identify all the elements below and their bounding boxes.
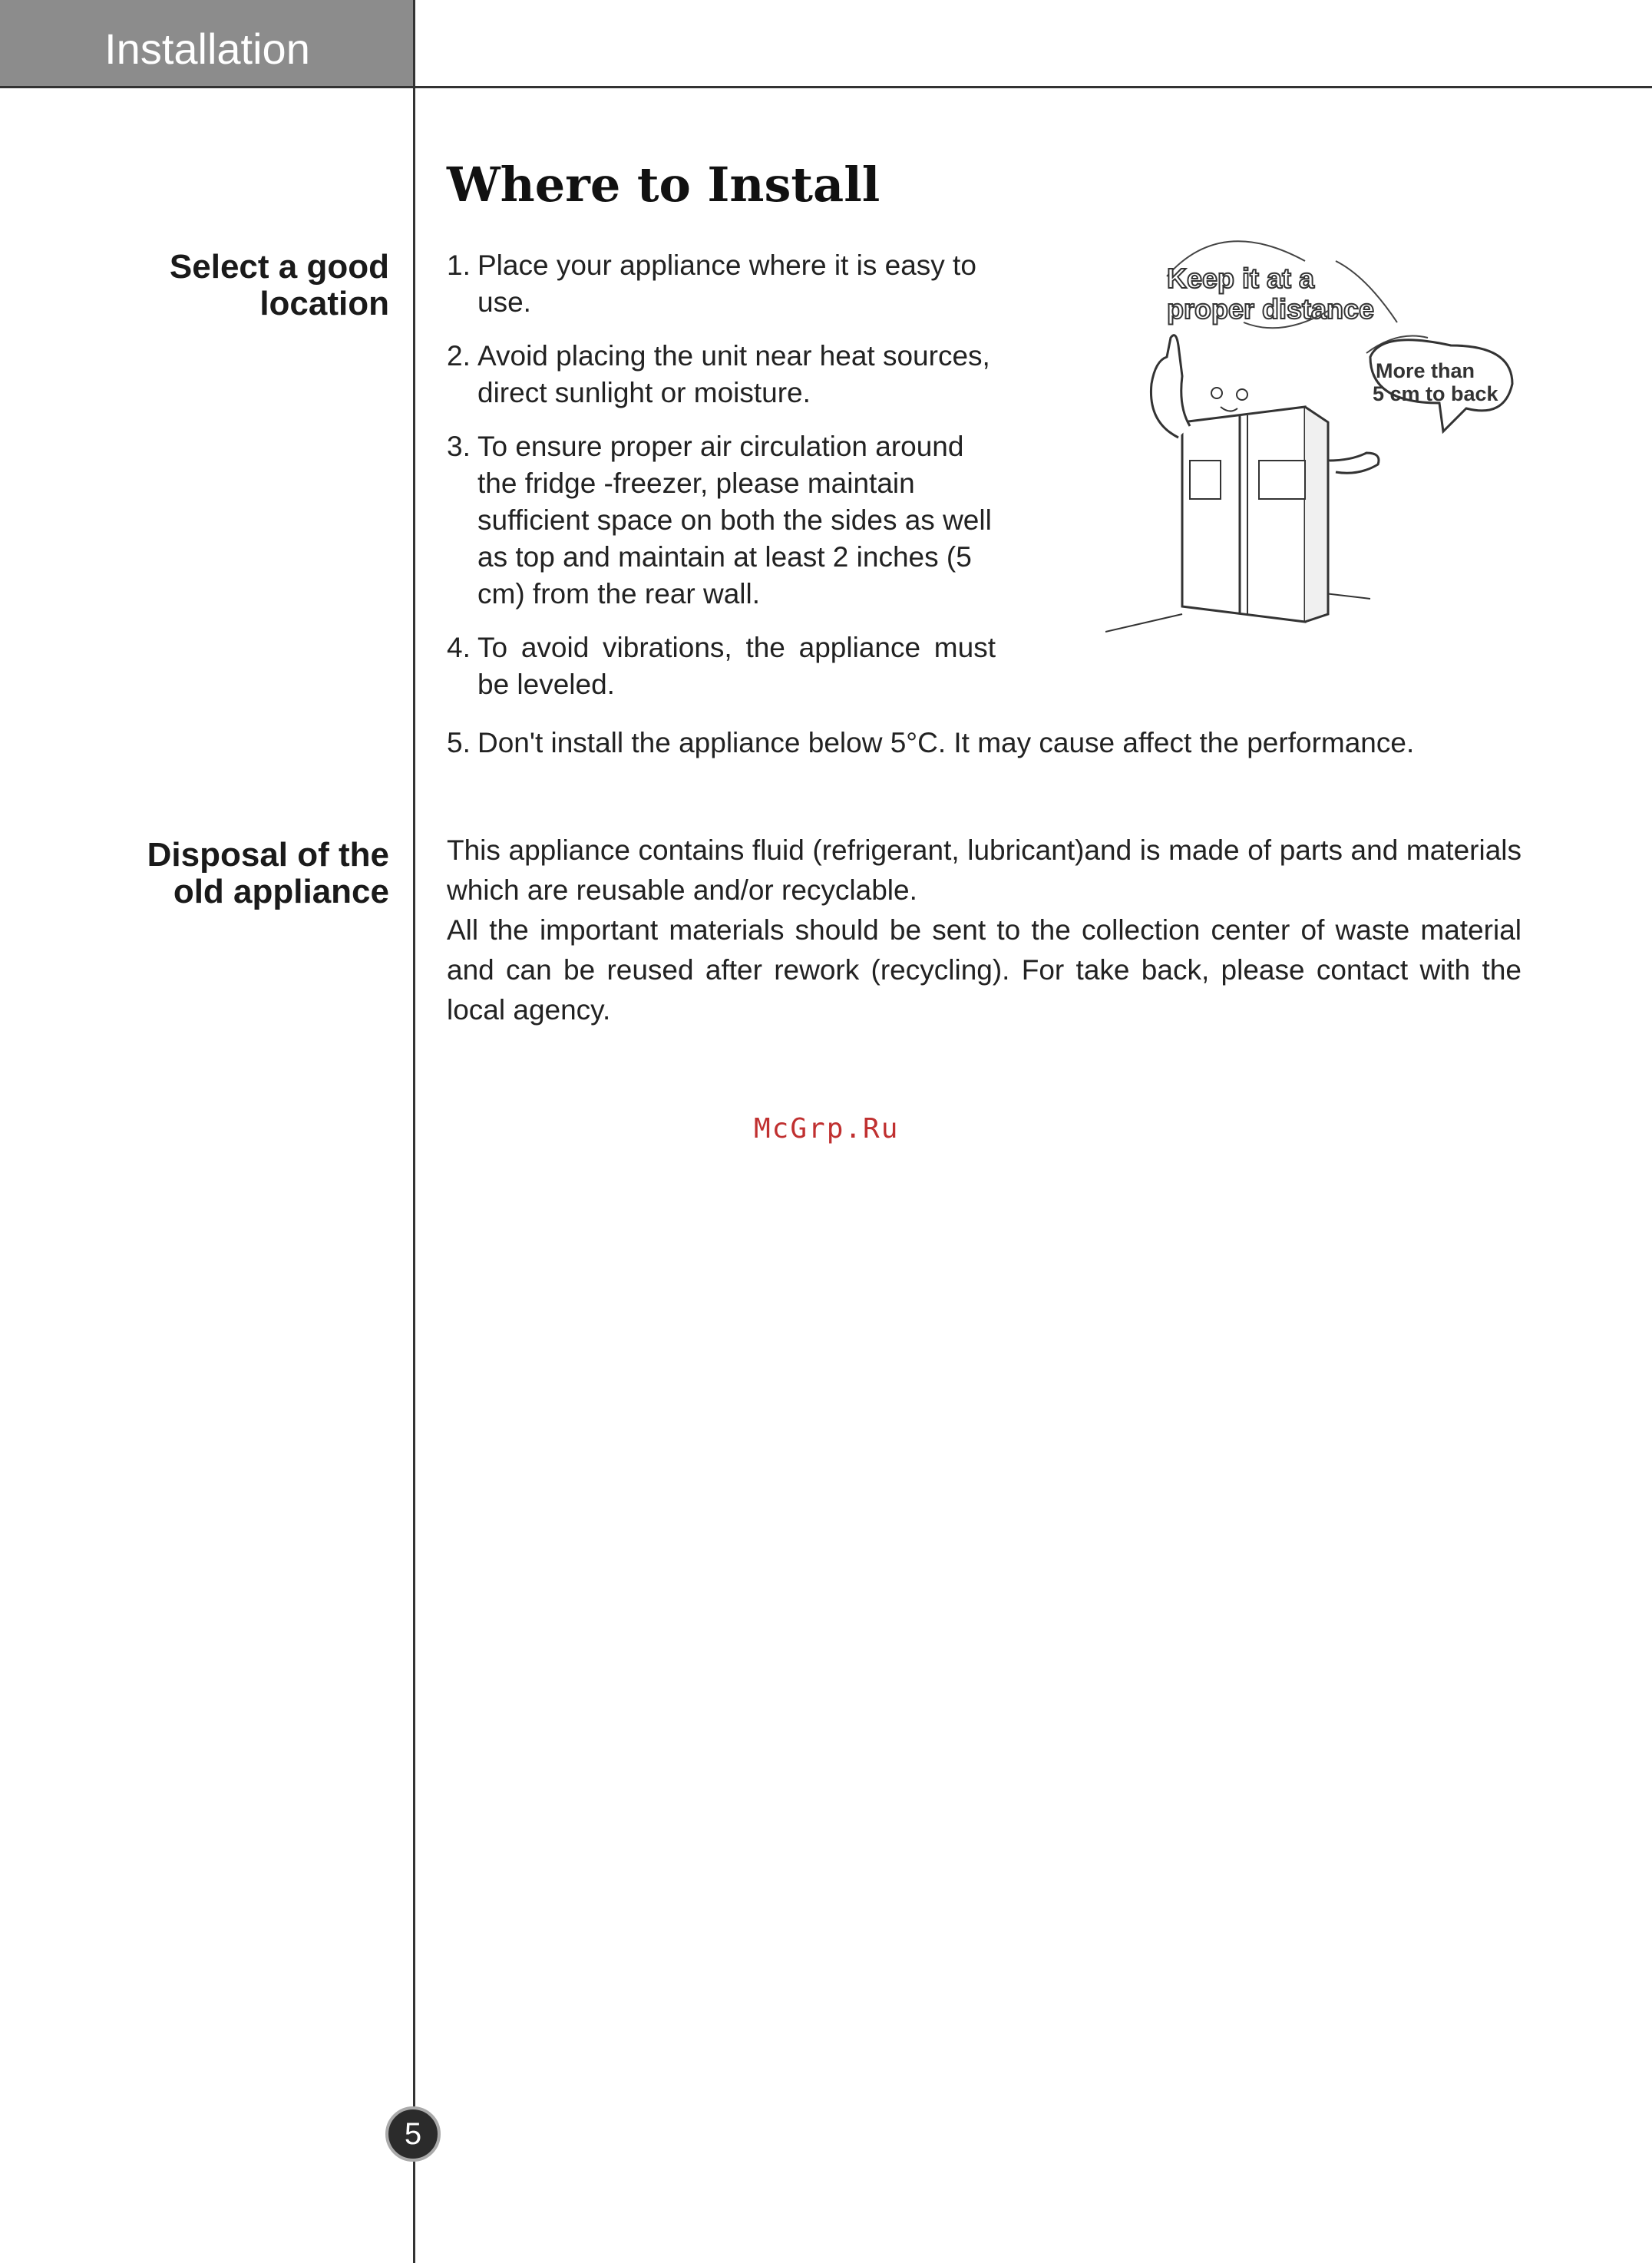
page-number: 5 — [385, 2106, 441, 2162]
list-item — [447, 725, 1521, 761]
column-divider — [413, 0, 415, 2263]
dispenser-panel — [1190, 461, 1221, 499]
fridge-body — [1182, 407, 1305, 622]
section-label-disposal — [97, 837, 389, 910]
paragraph: This appliance contains fluid (refrigerant, lubricant)and is made of parts and materials which are reusable and/or recyclable. — [447, 834, 1521, 906]
section-tab: Installation — [0, 0, 415, 88]
step-number: 4. — [447, 632, 471, 663]
section-label-location — [97, 249, 389, 322]
section-label-line: Disposal of the — [147, 836, 389, 874]
list-item — [447, 338, 996, 411]
paragraph: All the important materials should be sent to the collection center of waste material and can be reused after rework (recycling). For take back, please contact with the local agency. — [447, 914, 1521, 1026]
caption-text: proper distance — [1167, 293, 1375, 325]
caption-text: Keep it at a — [1167, 263, 1315, 294]
arm-left — [1151, 335, 1190, 438]
list-item — [447, 428, 996, 613]
step-number: 3. — [447, 431, 471, 462]
bubble-text: More than — [1376, 359, 1475, 382]
steps-list — [447, 247, 996, 720]
step-number: 2. — [447, 340, 471, 372]
step-number: 1. — [447, 249, 471, 281]
bubble-text: 5 cm to back — [1373, 382, 1498, 405]
step-text: To ensure proper air circulation around the fridge -freezer, please maintain sufficient space on both the sides as well as top and maintain at least 2 inches (5 cm) from the rear wall. — [477, 431, 992, 610]
section-label-line: Select a good — [169, 248, 389, 286]
display-panel — [1259, 461, 1305, 499]
watermark: McGrp.Ru — [754, 1113, 900, 1145]
disposal-text — [447, 831, 1521, 1030]
step-number: 5. — [447, 727, 471, 758]
step-text: To avoid vibrations, the appliance must be leveled. — [477, 632, 996, 700]
step-text: Avoid placing the unit near heat sources, direct sunlight or moisture. — [477, 340, 990, 408]
fridge-illustration — [1105, 230, 1535, 645]
list-item — [447, 629, 996, 703]
section-label-line: location — [259, 285, 389, 322]
step-text: Place your appliance where it is easy to use. — [477, 249, 976, 318]
step-text: Don't install the appliance below 5°C. It may cause affect the performance. — [477, 727, 1415, 758]
page-title: Where to Install — [447, 157, 881, 213]
header-divider — [0, 86, 1652, 88]
arm-right — [1328, 453, 1379, 473]
section-label-line: old appliance — [173, 873, 389, 910]
list-item — [447, 247, 996, 321]
